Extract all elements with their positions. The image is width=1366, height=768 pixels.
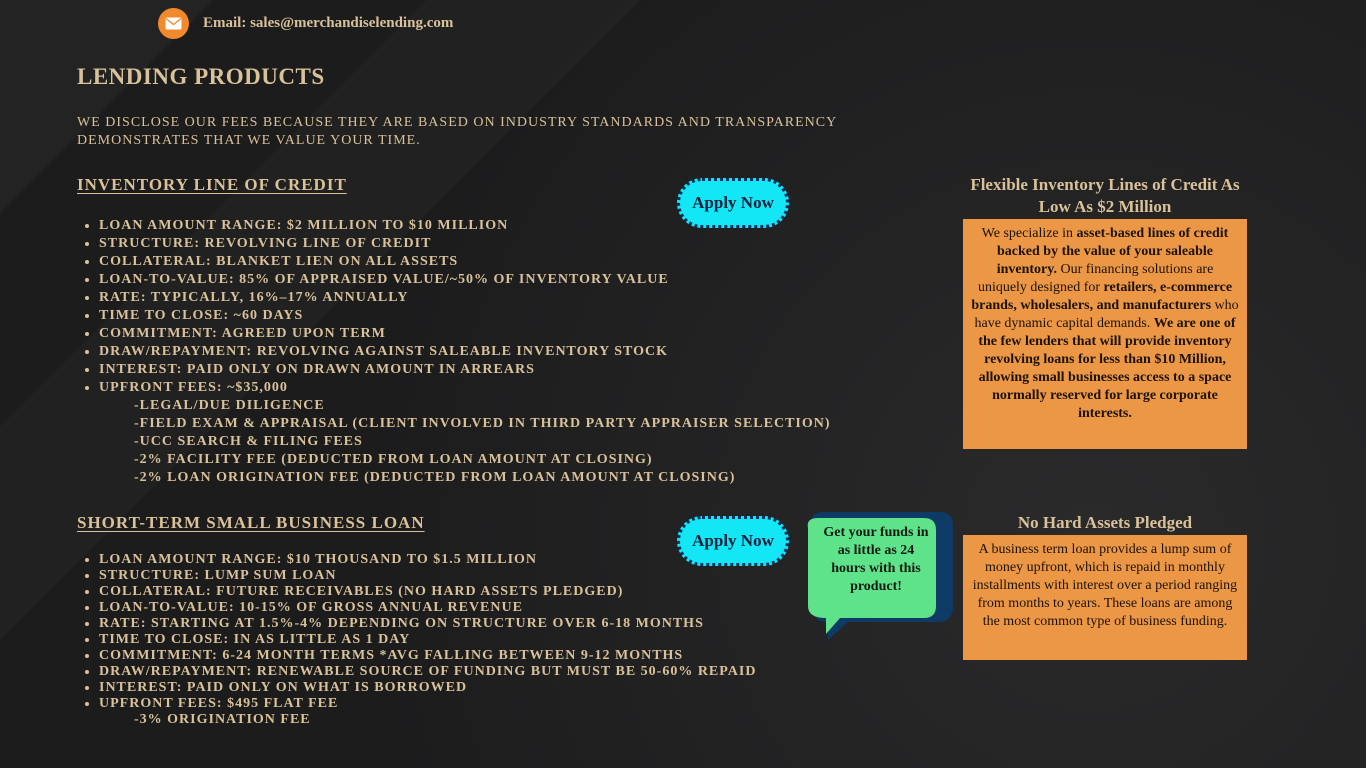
bubble-text: Get your funds in as little as 24 hours with this product! (823, 525, 929, 594)
list-item: • RATE: TYPICALLY, 16%–17% ANNUALLY (99, 289, 831, 307)
side-bold-text: retailers, e-commerce brands, wholesalers, and manufacturers (971, 280, 1233, 313)
fee-item: -2% LOAN ORIGINATION FEE (DEDUCTED FROM LOAN AMOUNT AT CLOSING) (134, 470, 736, 485)
inventory-section-title: INVENTORY LINE OF CREDIT (77, 175, 347, 194)
side-bold-text: We are one of the few lenders that will provide inventory revolving loans for less than $10 Million, allowing small businesses access to a space normally reserved for large corporate interests. (978, 316, 1236, 421)
side-bold-text: asset-based lines of credit backed by the value of your saleable inventory. (996, 226, 1229, 277)
side-text: Our financing solutions are uniquely designed for (977, 262, 1214, 295)
fee-item: -FIELD EXAM & APPRAISAL (CLIENT INVOLVED IN THIRD PARTY APPRAISER SELECTION) (134, 416, 831, 431)
list-item: • INTEREST: PAID ONLY ON DRAWN AMOUNT IN ARREARS (99, 361, 831, 379)
list-item: • COLLATERAL: BLANKET LIEN ON ALL ASSETS (99, 253, 831, 271)
fee-item: -2% FACILITY FEE (DEDUCTED FROM LOAN AMOUNT AT CLOSING) (134, 452, 653, 467)
shortterm-apply-button[interactable]: Apply Now (677, 516, 789, 566)
upfront-fees-label: UPFRONT FEES: ~$35,000 (99, 380, 288, 395)
list-item: • INTEREST: PAID ONLY ON WHAT IS BORROWED (99, 680, 756, 696)
email-contact[interactable] (158, 8, 453, 39)
list-item: • LOAN-TO-VALUE: 85% OF APPRAISED VALUE/~50% OF INVENTORY VALUE (99, 271, 831, 289)
shortterm-section-title: SHORT-TERM SMALL BUSINESS LOAN (77, 513, 425, 532)
inventory-spec-list (77, 217, 831, 487)
list-item: • RATE: STARTING AT 1.5%-4% DEPENDING ON STRUCTURE OVER 6-18 MONTHS (99, 616, 756, 632)
inventory-side-title: Flexible Inventory Lines of Credit As Low As $2 Million (970, 175, 1240, 216)
list-item (99, 696, 756, 728)
inventory-apply-button[interactable]: Apply Now (677, 178, 789, 228)
side-text: who have dynamic capital demands. (974, 298, 1239, 331)
list-item: • DRAW/REPAYMENT: REVOLVING AGAINST SALEABLE INVENTORY STOCK (99, 343, 831, 361)
list-item: • STRUCTURE: REVOLVING LINE OF CREDIT (99, 235, 831, 253)
fee-item: -LEGAL/DUE DILIGENCE (134, 398, 325, 413)
list-item: • DRAW/REPAYMENT: RENEWABLE SOURCE OF FUNDING BUT MUST BE 50-60% REPAID (99, 664, 756, 680)
fee-item: -UCC SEARCH & FILING FEES (134, 434, 363, 449)
fee-item: -3% ORIGINATION FEE (134, 712, 311, 727)
list-item: • LOAN AMOUNT RANGE: $10 THOUSAND TO $1.5 MILLION (99, 552, 756, 568)
inventory-side-box (963, 219, 1247, 449)
email-link[interactable]: Email: sales@merchandiselending.com (203, 15, 454, 31)
list-item (99, 379, 831, 487)
side-text: A business term loan provides a lump sum of money upfront, which is repaid in monthly installments with interest over a period ranging from months to years. These loans are among the most common type of business funding. (972, 542, 1238, 629)
intro-text: WE DISCLOSE OUR FEES BECAUSE THEY ARE BASED ON INDUSTRY STANDARDS AND TRANSPARENCY DEMONSTRATES THAT WE VALUE YOUR TIME. (77, 115, 837, 148)
list-item: • COMMITMENT: 6-24 MONTH TERMS *AVG FALLING BETWEEN 9-12 MONTHS (99, 648, 756, 664)
list-item: • LOAN-TO-VALUE: 10-15% OF GROSS ANNUAL REVENUE (99, 600, 756, 616)
list-item: • STRUCTURE: LUMP SUM LOAN (99, 568, 756, 584)
shortterm-side-title: No Hard Assets Pledged (1017, 513, 1193, 532)
list-item: • TIME TO CLOSE: ~60 DAYS (99, 307, 831, 325)
envelope-icon (158, 8, 189, 39)
list-item: • TIME TO CLOSE: IN AS LITTLE AS 1 DAY (99, 632, 756, 648)
fee-sublist (99, 712, 756, 728)
side-text: We specialize in (981, 226, 1077, 241)
shortterm-spec-list (77, 552, 756, 728)
list-item: • LOAN AMOUNT RANGE: $2 MILLION TO $10 MILLION (99, 217, 831, 235)
shortterm-side-box (963, 535, 1247, 660)
fee-sublist (99, 397, 831, 487)
list-item: • COMMITMENT: AGREED UPON TERM (99, 325, 831, 343)
upfront-fees-label: UPFRONT FEES: $495 FLAT FEE (99, 696, 339, 711)
page-title: LENDING PRODUCTS (77, 64, 325, 89)
list-item: • COLLATERAL: FUTURE RECEIVABLES (NO HARD ASSETS PLEDGED) (99, 584, 756, 600)
